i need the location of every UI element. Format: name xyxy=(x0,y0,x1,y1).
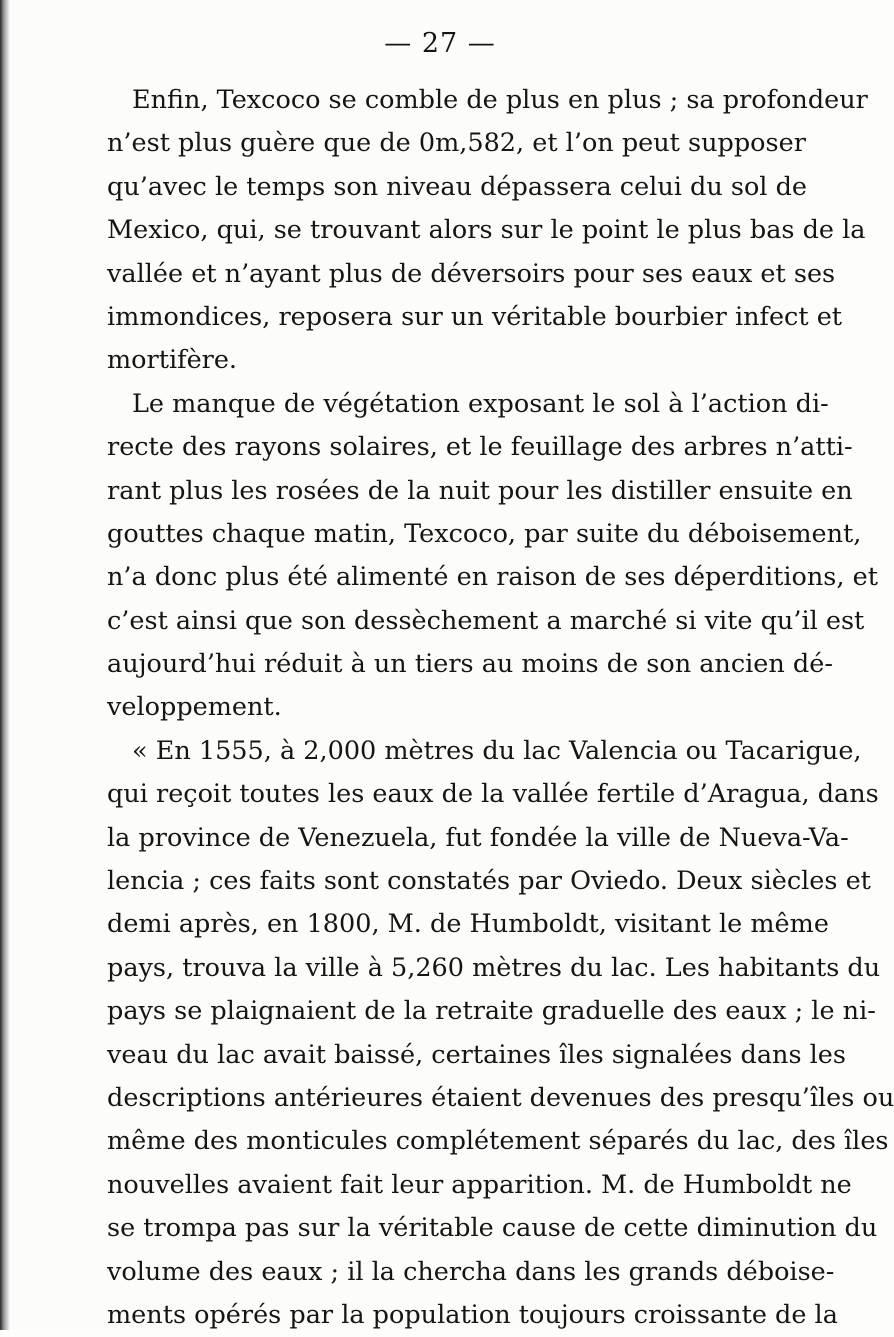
text-line: qui reçoit toutes les eaux de la vallée fertile d’Aragua, dans xyxy=(107,779,879,810)
text-line: n’a donc plus été alimenté en raison de ses déperditions, et xyxy=(107,562,878,593)
text-line: se trompa pas sur la véritable cause de cette diminution du xyxy=(107,1213,878,1244)
text-line: pays, trouva la ville à 5,260 mètres du lac. Les habitants du xyxy=(107,952,881,983)
text-line: c’est ainsi que son dessèchement a marché si vite qu’il est xyxy=(107,605,865,636)
text-line: vallée et n’ayant plus de déversoirs pour ses eaux et ses xyxy=(107,258,836,289)
text-line: qu’avec le temps son niveau dépassera celui du sol de xyxy=(107,171,807,202)
page-number: — 27 — xyxy=(384,28,496,59)
text-line: ments opérés par la population toujours croissante de la xyxy=(107,1299,838,1330)
text-line: demi après, en 1800, M. de Humboldt, visitant le même xyxy=(107,909,829,940)
text-line: Enfin, Texcoco se comble de plus en plus ; sa profondeur xyxy=(132,85,868,115)
text-line: mortifère. xyxy=(107,345,238,376)
text-line: la province de Venezuela, fut fondée la ville de Nueva-Va- xyxy=(107,822,849,853)
text-line: gouttes chaque matin, Texcoco, par suite du déboisement, xyxy=(107,518,862,549)
text-line: lencia ; ces faits sont constatés par Oviedo. Deux siècles et xyxy=(107,866,871,897)
text-line: immondices, reposera sur un véritable bourbier infect et xyxy=(107,301,843,332)
body-text xyxy=(107,79,894,1337)
text-line: volume des eaux ; il la chercha dans les grands déboise- xyxy=(107,1256,835,1287)
text-line: veloppement. xyxy=(107,692,282,723)
text-line: même des monticules complétement séparés du lac, des îles xyxy=(107,1126,889,1157)
text-line: veau du lac avait baissé, certaines îles signalées dans les xyxy=(107,1039,846,1070)
text-line: pays se plaignaient de la retraite graduelle des eaux ; le ni- xyxy=(107,996,876,1027)
text-line: n’est plus guère que de 0m,582, et l’on peut supposer xyxy=(107,128,806,159)
text-line: Mexico, qui, se trouvant alors sur le point le plus bas de la xyxy=(107,215,866,246)
text-line: nouvelles avaient fait leur apparition. M. de Humboldt ne xyxy=(107,1169,852,1200)
text-line: descriptions antérieures étaient devenues des presqu’îles ou xyxy=(107,1082,894,1113)
page-edge-shadow xyxy=(0,0,10,1330)
text-line: aujourd’hui réduit à un tiers au moins de son ancien dé- xyxy=(107,649,833,680)
text-line: Le manque de végétation exposant le sol à l’action di- xyxy=(132,388,829,419)
text-line: « En 1555, à 2,000 mètres du lac Valencia ou Tacarigue, xyxy=(132,735,862,766)
text-line: recte des rayons solaires, et le feuillage des arbres n’atti- xyxy=(107,432,853,463)
text-line: rant plus les rosées de la nuit pour les distiller ensuite en xyxy=(107,475,853,506)
